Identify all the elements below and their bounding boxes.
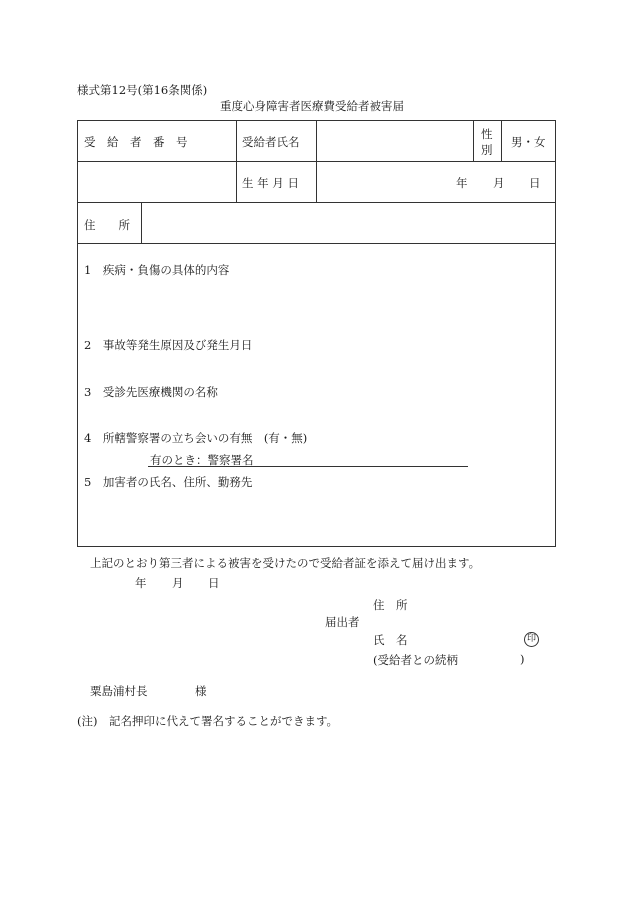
gender-options: 男・女 [511,135,546,149]
birthdate-month: 月 [493,176,505,190]
row-divider [78,202,555,203]
recipient-name-label: 受給者氏名 [242,135,300,149]
form-title: 重度心身障害者医療費受給者被害届 [220,99,404,113]
declaration-statement: 上記のとおり第三者による被害を受けたので受給者証を添えて届け出ます。 [90,556,481,570]
gender-label-bottom: 別 [481,143,493,157]
gender-label-top: 性 [481,127,493,141]
notifier-name-label: 氏 名 [373,633,408,647]
col-divider [141,202,142,243]
addressee: 粟島浦村長 [90,684,148,698]
col-divider [316,121,317,202]
row-divider [78,243,555,244]
relation-label: (受給者との続柄 [373,653,458,667]
item-perpetrator-info: 5 加害者の氏名、住所、勤務先 [84,475,253,489]
address-label: 住 所 [84,218,130,232]
addressee-honorific: 様 [195,684,207,698]
form-number: 様式第12号(第16条関係) [77,83,208,97]
item-accident-cause: 2 事故等発生原因及び発生月日 [84,338,253,352]
item-police-presence: 4 所轄警察署の立ち会いの有無 (有・無) [84,431,308,445]
birthdate-label: 生 年 月 日 [242,176,299,190]
relation-close: ) [520,652,525,666]
notifier-address-label: 住 所 [373,598,408,612]
seal-icon: 印 [524,632,539,647]
item-injury-details: 1 疾病・負傷の具体的内容 [84,263,230,277]
declaration-year: 年 [135,576,147,590]
item-medical-institution: 3 受診先医療機関の名称 [84,385,218,399]
police-station-note: 有のとき：警察署名 [150,453,254,467]
recipient-number-label: 受 給 者 番 号 [84,135,188,149]
declaration-day: 日 [208,576,220,590]
declaration-month: 月 [172,576,184,590]
col-divider [473,121,474,161]
police-station-underline [148,466,468,467]
col-divider [236,121,237,202]
birthdate-day: 日 [529,176,541,190]
birthdate-year: 年 [456,176,468,190]
notifier-label: 届出者 [325,615,360,629]
form-table [77,120,556,547]
footnote: (注) 記名押印に代えて署名することができます。 [77,714,339,728]
col-divider [501,121,502,161]
